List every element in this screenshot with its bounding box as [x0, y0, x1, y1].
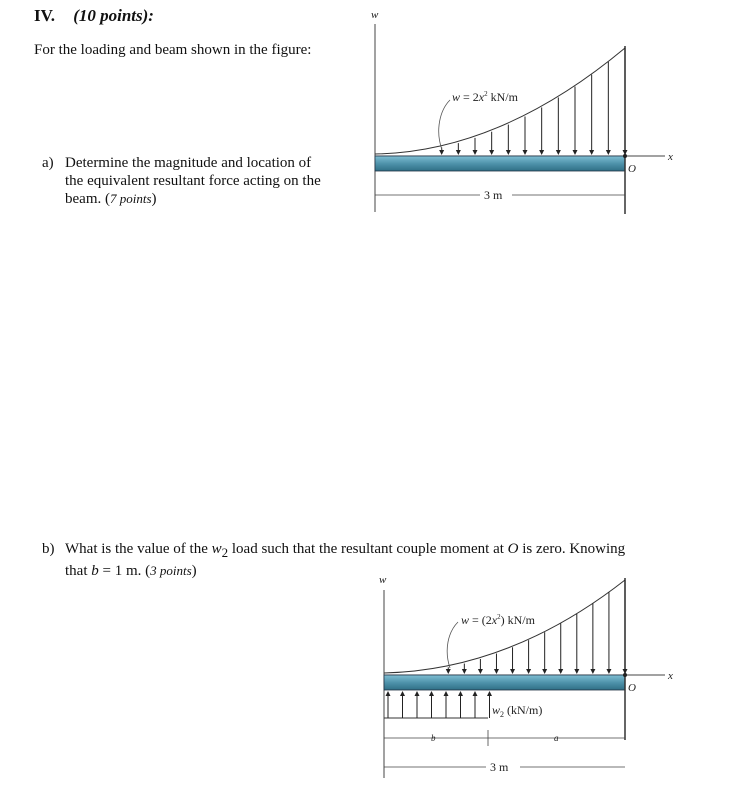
fig-a-w-axis-label: w	[371, 9, 379, 21]
fig-b-w2-sub: 2	[500, 710, 505, 719]
fig-a-origin-label: O	[628, 163, 636, 175]
w2-arrow-head	[473, 691, 478, 696]
w2-arrow-head	[429, 691, 434, 696]
question-points: (10 points):	[73, 6, 154, 25]
load-arrow-head	[574, 669, 579, 674]
load-arrow-head	[623, 669, 628, 674]
fig-b-load-unit: ) kN/m	[500, 613, 535, 627]
load-arrow-head	[462, 669, 467, 674]
w2-arrow-head	[458, 691, 463, 696]
fig-a-dimension: 3 m	[484, 188, 503, 202]
load-arrow-head	[478, 669, 483, 674]
part-a-line-3-suffix: )	[151, 191, 157, 207]
fig-b-leader	[447, 622, 458, 668]
load-arrow-head	[494, 669, 499, 674]
part-b-origin: O	[507, 541, 519, 557]
part-b-text-6: )	[191, 563, 197, 579]
intro-text: For the loading and beam shown in the figure:	[34, 42, 312, 58]
part-b-text-2: load such that the resultant couple moment at	[228, 541, 508, 557]
fig-a-load-pow: 2	[484, 90, 488, 98]
fig-b-load-label	[461, 613, 536, 627]
fig-b-w2-label	[492, 703, 542, 719]
fig-b-load-x: x	[491, 613, 498, 627]
part-a-line-3-prefix: beam. (	[65, 191, 110, 207]
part-b-label: b)	[42, 541, 55, 557]
question-number: IV.	[34, 6, 55, 25]
fig-a-load-w: w	[452, 90, 461, 104]
w2-arrow-head	[487, 691, 492, 696]
part-a-points: 7 points	[109, 191, 152, 206]
fig-b-w-axis-label: w	[379, 574, 387, 586]
part-b-text-1: What is the value of the	[65, 541, 212, 557]
fig-b-beam	[384, 675, 625, 690]
part-b-points: 3 points	[150, 563, 192, 578]
load-arrow-head	[510, 669, 515, 674]
part-b-w2-sub: 2	[221, 545, 229, 560]
fig-b-x-axis-label: x	[668, 670, 673, 682]
part-b-text-3: is zero. Knowing	[518, 541, 626, 557]
fig-a-x-axis-label: x	[668, 151, 673, 163]
w2-arrow-head	[386, 691, 391, 696]
load-arrow-head	[606, 669, 611, 674]
fig-b-w2-arrows	[386, 691, 493, 718]
load-arrow-head	[446, 669, 451, 674]
fig-b-dim-b: b	[431, 733, 436, 743]
load-arrow-head	[558, 669, 563, 674]
fig-a-load-x: x	[478, 90, 485, 104]
part-b-b: b	[91, 563, 99, 579]
part-b-text-5: = 1 m. (	[98, 563, 151, 579]
fig-b-load-w: w	[461, 613, 470, 627]
part-a-label: a)	[42, 155, 54, 171]
fig-b-w2-w: w	[492, 703, 501, 717]
load-arrow-head	[526, 669, 531, 674]
fig-b-load-eq: = (2	[469, 613, 492, 627]
fig-b-dim-a: a	[554, 733, 559, 743]
w2-arrow-head	[444, 691, 449, 696]
fig-a-load-unit: kN/m	[487, 90, 518, 104]
w2-arrow-head	[415, 691, 420, 696]
w2-arrow-head	[400, 691, 405, 696]
part-b-text-4: that	[65, 563, 92, 579]
part-b-w2: w	[211, 541, 222, 557]
fig-b-dimension: 3 m	[490, 760, 509, 774]
part-a-line-2: the equivalent resultant force acting on the	[65, 173, 321, 189]
fig-b-load-pow: 2	[497, 613, 501, 621]
fig-b-w2-unit: (kN/m)	[504, 703, 543, 717]
fig-b-origin-label: O	[628, 682, 636, 694]
fig-a-load-eq: = 2	[460, 90, 479, 104]
part-a-line-1: Determine the magnitude and location of	[65, 155, 312, 171]
load-arrow-head	[542, 669, 547, 674]
load-arrow-head	[590, 669, 595, 674]
